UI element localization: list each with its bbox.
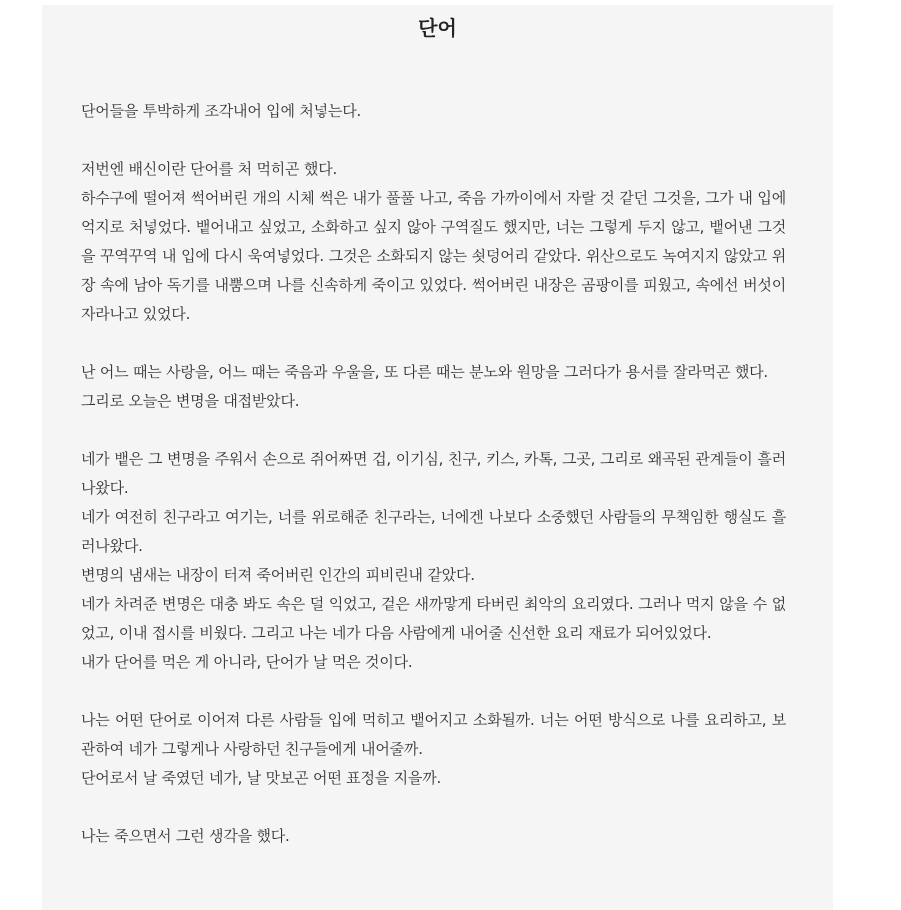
text-line: 변명의 냄새는 내장이 터져 죽어버린 인간의 피비린내 같았다. [81,566,475,584]
text-line: 단어로서 날 죽였던 네가, 날 맛보곤 어떤 표정을 지을까. [81,769,442,787]
text-line: 하수구에 떨어져 썩어버린 개의 시체 썩은 내가 풀풀 나고, 죽음 가까이에서 자랄 것 같던 그것을, 그가 내 입에 억지로 처넣었다. 뱉어내고 싶었고, 소화하고 싶지 않아 구역질도 했지만, 너는 그렇게 두지 않고, 뱉어낸 그것을 꾸역꾸역 내 입에 다시 욱여넣었다. 그것은 소화되지 않는 쇳덩어리 같았다. 위산으로도 녹여지지 않았고 위장 속에 남아 독기를 내뿜으며 나를 신속하게 죽이고 있었다. 썩어버린 내장은 곰팡이를 피웠고, 속에선 버섯이 자라나고 있었다. [81,189,786,323]
text-line: 저번엔 배신이란 단어를 처 먹히곤 했다. [81,160,338,178]
text-line: 나는 어떤 단어로 이어져 다른 사람들 입에 먹히고 뱉어지고 소화될까. 너는 어떤 방식으로 나를 요리하고, 보관하여 네가 그렇게나 사랑하던 친구들에게 내어줄까. [81,711,786,758]
text-line: 네가 뱉은 그 변명을 주워서 손으로 쥐어짜면 겁, 이기심, 친구, 키스, 카톡, 그곳, 그리로 왜곡된 관계들이 흘러나왔다. [81,450,786,497]
paragraph [81,358,786,416]
document-body [81,97,786,880]
paragraph [81,155,786,329]
text-line: 난 어느 때는 사랑을, 어느 때는 죽음과 우울을, 또 다른 때는 분노와 원망을 그러다가 용서를 잘라먹곤 했다. [81,363,768,381]
text-line: 네가 여전히 친구라고 여기는, 너를 위로해준 친구라는, 너에겐 나보다 소중했던 사람들의 무책임한 행실도 흘러나왔다. [81,508,786,555]
text-line: 단어들을 투박하게 조각내어 입에 처넣는다. [81,102,362,120]
paragraph [81,706,786,793]
document-title: 단어 [418,16,457,40]
text-line: 내가 단어를 먹은 게 아니라, 단어가 날 먹은 것이다. [81,653,413,671]
document-sheet [42,5,833,910]
text-line: 그리로 오늘은 변명을 대접받았다. [81,392,300,410]
paragraph [81,445,786,677]
text-line: 나는 죽으면서 그런 생각을 했다. [81,827,290,845]
paragraph [81,822,786,851]
text-line: 네가 차려준 변명은 대충 봐도 속은 덜 익었고, 겉은 새까맣게 타버린 최악의 요리였다. 그러나 먹지 않을 수 없었고, 이내 접시를 비웠다. 그리고 나는 네가 다음 사람에게 내어줄 신선한 요리 재료가 되어있었다. [81,595,786,642]
paragraph [81,97,786,126]
